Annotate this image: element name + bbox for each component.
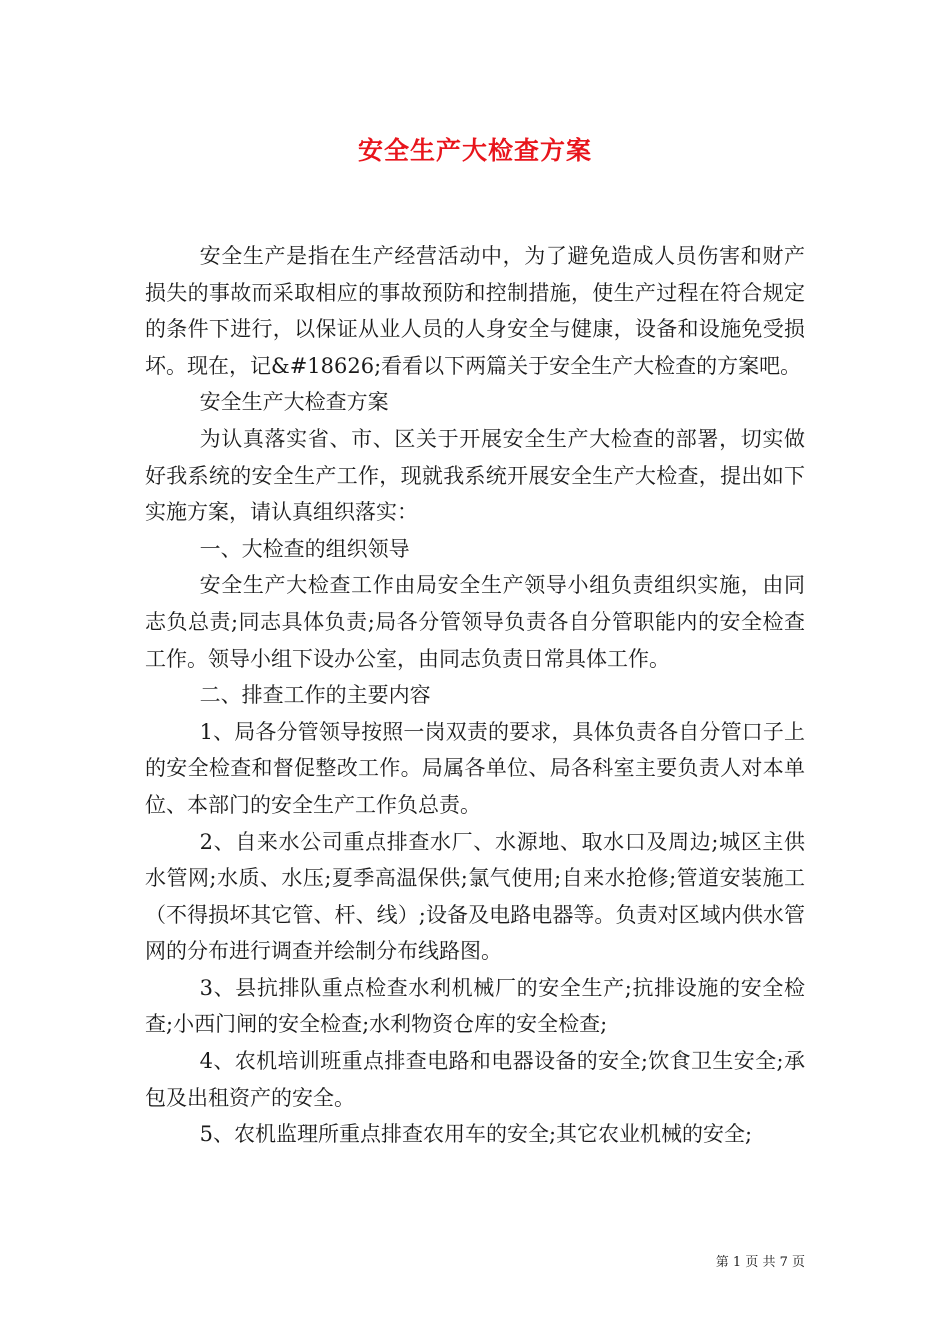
paragraph-organization: 安全生产大检查工作由局安全生产领导小组负责组织实施，由同志负总责;同志具体负责;局各分管领导负责各自分管职能内的安全检查工作。领导小组下设办公室，由同志负责日常具体工作。: [145, 573, 805, 671]
paragraph-item-4: 4、农机培训班重点排查电路和电器设备的安全;饮食卫生安全;承包及出租资产的安全。: [145, 1049, 805, 1110]
section-heading-1: 一、大检查的组织领导: [199, 536, 410, 561]
paragraph-item-5: 5、农机监理所重点排查农用车的安全;其它农业机械的安全;: [199, 1122, 753, 1147]
page-number: 第 1 页 共 7 页: [715, 1255, 805, 1270]
paragraph-item-1: 1、局各分管领导按照一岗双责的要求，具体负责各自分管口子上的安全检查和督促整改工作。局属各单位、局各科室主要负责人对本单位、本部门的安全生产工作负总责。: [145, 719, 805, 817]
document-body: [145, 238, 805, 1153]
paragraph-item-3: 3、县抗排队重点检查水利机械厂的安全生产;抗排设施的安全检查;小西门闸的安全检查;水利物资仓库的安全检查;: [145, 975, 805, 1037]
paragraph-subtitle: 安全生产大检查方案: [199, 390, 389, 415]
section-heading-2: 二、排查工作的主要内容: [199, 683, 431, 708]
document-title: 安全生产大检查方案: [357, 136, 592, 165]
paragraph-intro: 安全生产是指在生产经营活动中，为了避免造成人员伤害和财产损失的事故而采取相应的事故预防和控制措施，使生产过程在符合规定的条件下进行，以保证从业人员的人身安全与健康，设备和设施免受损坏。现在，记&#18626;看看以下两篇关于安全生产大检查的方案吧。: [145, 244, 805, 378]
paragraph-item-2: 2、自来水公司重点排查水厂、水源地、取水口及周边;城区主供水管网;水质、水压;夏季高温保供;氯气使用;自来水抢修;管道安装施工（不得损坏其它管、杆、线）;设备及电路电器等。负责对区域内供水管网的分布进行调查并绘制分布线路图。: [145, 829, 805, 964]
paragraph-preamble: 为认真落实省、市、区关于开展安全生产大检查的部署，切实做好我系统的安全生产工作，现就我系统开展安全生产大检查，提出如下实施方案，请认真组织落实：: [145, 426, 805, 525]
